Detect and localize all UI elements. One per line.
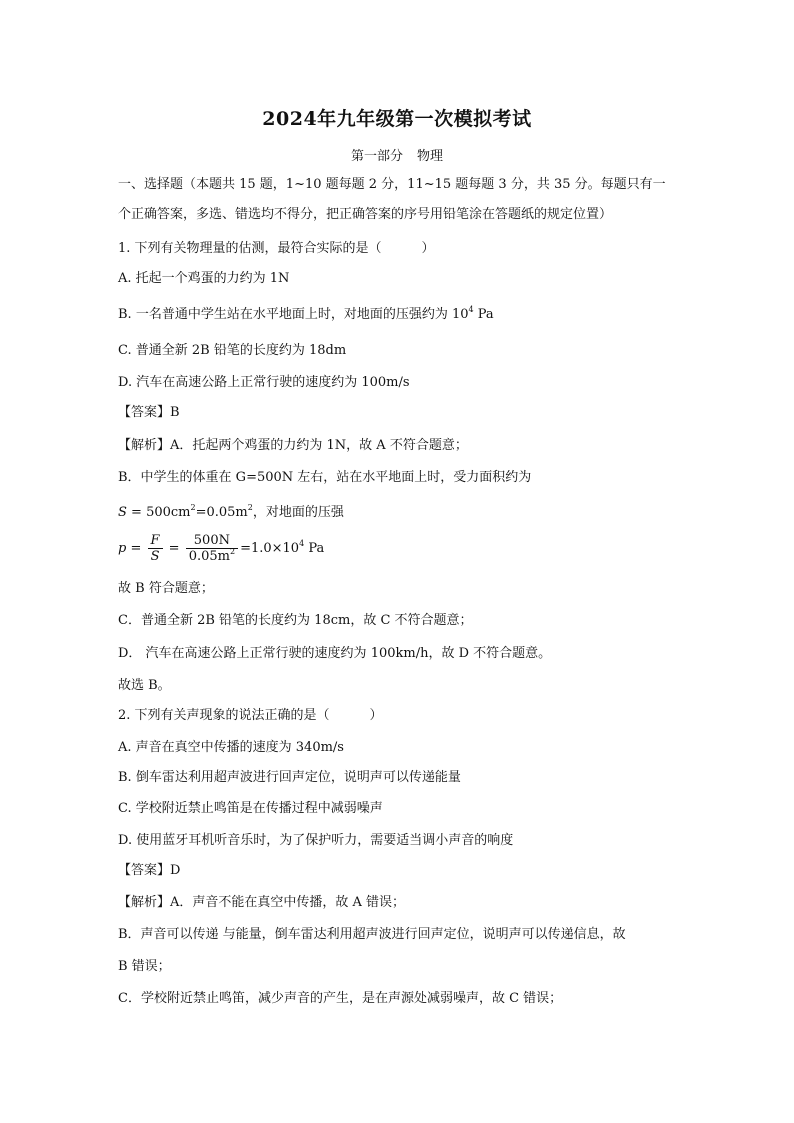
q2-stem-close: ） — [369, 708, 383, 723]
q1-option-a: A. 托起一个鸡蛋的力约为 1N — [118, 271, 290, 286]
q1-option-b-unit: Pa — [477, 307, 494, 322]
q2-stem — [118, 707, 383, 725]
pressure-unit: Pa — [308, 541, 325, 556]
section-instructions-line1: 一、选择题（本题共 15 题，1~10 题每题 2 分，11~15 题每题 3 分，共 35 分。每题只有一 — [118, 177, 666, 192]
q1-pressure-formula: p = $\frac{F}{S}$ = $\frac{500N}{0.05m^2}$ $=1.0\times 10^4$ Pa — [118, 533, 325, 564]
section-instructions-line2: 个正确答案，多选、错选均不得分，把正确答案的序号用铅笔涂在答题纸的规定位置） — [118, 207, 613, 222]
q2-answer: 【答案】D — [118, 863, 181, 878]
page-subtitle — [0, 145, 794, 164]
q2-explanation-a: 【解析】A．声音不能在真空中传播，故 A 错误； — [118, 895, 406, 910]
q2-option-a: A. 声音在真空中传播的速度为 340m/s — [118, 740, 344, 755]
frac2-den-wrap — [186, 549, 238, 564]
q1-explanation-b: B．中学生的体重在 G=500N 左右，站在水平地面上时，受力面积约为 — [118, 470, 532, 485]
pressure-result-exp: 4 — [299, 539, 305, 548]
q1-explanation-a: 【解析】A．托起两个鸡蛋的力约为 1N，故 A 不符合题意； — [118, 438, 468, 453]
frac2-num: 500N — [186, 533, 238, 549]
q1-stem-text: 1. 下列有关物理量的估测，最符合实际的是（ — [118, 241, 382, 256]
area-exp1: 2 — [190, 503, 196, 512]
frac1-den: S — [150, 549, 160, 564]
area-exp2: 2 — [247, 503, 253, 512]
page-title: 2024年九年级第一次模拟考试 — [262, 108, 532, 130]
q1-explanation-d: D． 汽车在高速公路上正常行驶的速度约为 100km/h，故 D 不符合题意。 — [118, 646, 552, 661]
q1-option-c: C. 普通全新 2B 铅笔的长度约为 18dm — [118, 343, 347, 358]
subtitle-subject: 物理 — [417, 149, 444, 164]
area-variable: S — [118, 505, 127, 520]
q2-explanation-b: B．声音可以传递 与能量，倒车雷达利用超声波进行回声定位，说明声可以传递信息，故 — [118, 927, 626, 942]
q1-answer: 【答案】B — [118, 405, 180, 420]
q1-stem — [118, 240, 435, 258]
q1-option-b-exponent: 4 — [468, 305, 474, 314]
q1-stem-close: ） — [421, 241, 435, 256]
subtitle-part: 第一部分 — [350, 149, 403, 164]
q2-option-c: C. 学校附近禁止鸣笛是在传播过程中减弱噪声 — [118, 801, 383, 816]
pressure-variable: p — [118, 541, 127, 556]
q1-area-formula — [118, 504, 344, 522]
q2-explanation-b-cont: B 错误； — [118, 959, 171, 974]
q2-explanation-c: C．学校附近禁止鸣笛，减少声音的产生，是在声源处减弱噪声，故 C 错误； — [118, 991, 563, 1006]
frac2-den-exp: 2 — [229, 547, 236, 556]
q1-option-b — [118, 306, 494, 324]
frac2-den: 0.05m — [188, 549, 230, 564]
pressure-result: =1.0×10 — [240, 541, 300, 556]
q2-option-b: B. 倒车雷达利用超声波进行回声定位，说明声可以传递能量 — [118, 770, 461, 785]
frac1-num: F — [148, 533, 163, 549]
area-tail: ，对地面的压强 — [252, 505, 344, 520]
q2-stem-text: 2. 下列有关声现象的说法正确的是（ — [118, 708, 330, 723]
q2-option-d: D. 使用蓝牙耳机听音乐时，为了保护听力，需要适当调小声音的响度 — [118, 833, 514, 848]
q1-conclusion: 故选 B。 — [118, 678, 171, 693]
fraction-f-over-s — [148, 533, 163, 564]
q1-explanation-c: C．普通全新 2B 铅笔的长度约为 18cm，故 C 不符合题意； — [118, 613, 473, 628]
q1-option-d: D. 汽车在高速公路上正常行驶的速度约为 100m/s — [118, 375, 410, 390]
q1-option-b-text: B. 一名普通中学生站在水平地面上时，对地面的压强约为 10 — [118, 307, 469, 322]
q1-explanation-b-end: 故 B 符合题意； — [118, 581, 214, 596]
area-mid: =0.05m — [195, 505, 248, 520]
area-eq: = 500cm — [126, 505, 191, 520]
fraction-values — [186, 533, 238, 564]
